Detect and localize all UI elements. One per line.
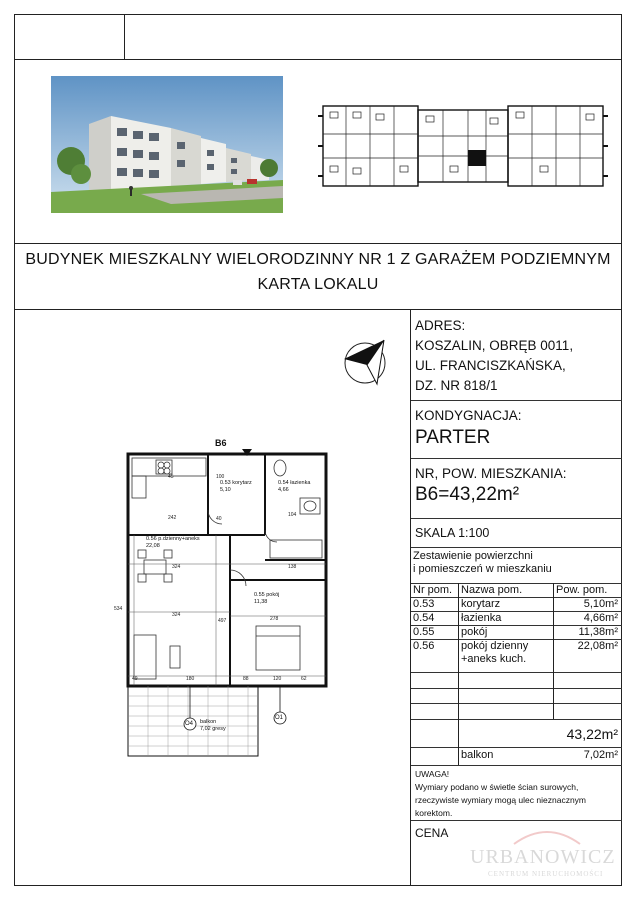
apartment-value: B6=43,22m² [415,484,520,505]
building-floorplan-thumbnail [318,96,608,196]
price-label: CENA [415,826,449,840]
note-line: rzeczywiste wymiary mogą ulec nieznacznym [415,795,586,805]
room-label-056: 0.56 p.dzienny+aneks 22,08 [146,536,200,549]
address-line: DZ. NR 818/1 [415,378,498,393]
building-title: BUDYNEK MIESZKALNY WIELORODZINNY NR 1 Z GARAŻEM PODZIEMNYM [25,251,611,268]
dimension-label: 324 [172,564,181,570]
note-title: UWAGA! [415,769,450,779]
dimension-label: 62 [301,676,307,682]
room-label-053: 0.53 korytarz 5,10 [220,480,252,493]
dimension-label: 104 [288,512,297,518]
note-line: Wymiary podano w świetle ścian surowych, [415,782,579,792]
axis-label: O4 [185,721,194,727]
divider [411,672,622,673]
dimension-label: 88 [243,676,249,682]
dimension-label: 40 [216,516,222,522]
dimension-label: 497 [218,618,227,624]
building-render-image [51,76,283,213]
divider [411,518,622,519]
divider [411,703,622,704]
apartment-label: NR, POW. MIESZKANIA: [415,466,567,481]
divider [14,59,622,60]
scale-label: SKALA 1:100 [415,526,490,540]
divider [411,547,622,548]
dimension-label: 324 [172,612,181,618]
address-label: ADRES: [415,318,466,333]
room-label-balcony: balkon 7,02 gresy [200,719,226,732]
dimension-label: 180 [186,676,195,682]
dimension-label: 138 [288,564,297,570]
room-label-055: 0.55 pokój 11,38 [254,592,280,605]
dimension-label: 534 [114,606,123,612]
divider [553,583,554,719]
dimension-label: 45 [168,474,174,480]
summary-title: Zestawienie powierzchni [413,550,533,562]
apartment-floorplan [110,440,340,780]
total-area: 43,22m² [566,726,618,742]
divider [124,14,125,59]
axis-label: O1 [275,715,284,721]
divider [411,458,622,459]
address-line: KOSZALIN, OBRĘB 0011, [415,338,574,353]
floor-label: KONDYGNACJA: [415,408,522,423]
divider [458,583,459,765]
floor-value: PARTER [415,427,491,448]
north-arrow-icon [340,338,390,388]
dimension-label: 100 [216,474,225,480]
dimension-label: 120 [273,676,282,682]
watermark-arc-icon [512,826,582,851]
divider [411,747,622,748]
room-label-054: 0.54 łazienka 4,66 [278,480,311,493]
unit-label: B6 [215,438,227,448]
note-line: korektom. [415,808,453,818]
watermark-logo: URBANOWICZ [470,846,616,868]
divider [411,820,622,821]
divider [411,688,622,689]
divider [411,719,622,720]
divider [411,400,622,401]
card-title: KARTA LOKALU [257,276,379,293]
divider [411,765,622,766]
address-line: UL. FRANCISZKAŃSKA, [415,358,566,373]
divider [14,243,622,244]
dimension-label: 278 [270,616,279,622]
divider [14,309,622,310]
watermark-subtitle: CENTRUM NIERUCHOMOŚCI [488,870,604,878]
dimension-label: 242 [168,515,177,521]
summary-title: i pomieszczeń w mieszkaniu [413,563,552,575]
dimension-label: 49 [132,676,138,682]
